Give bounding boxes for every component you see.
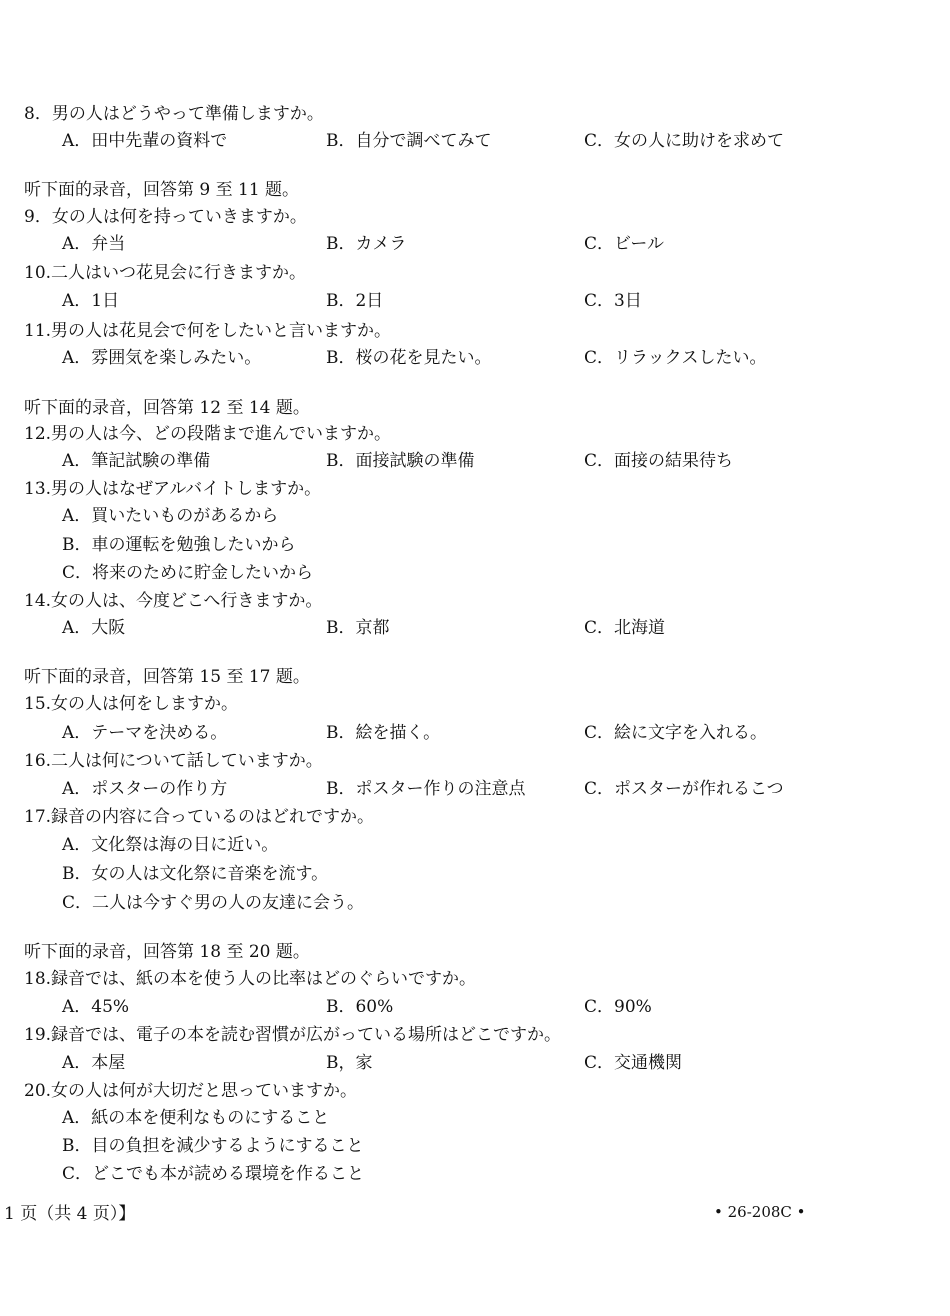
question-number: 11. [24,321,52,341]
question-10 [24,262,306,284]
q17-option-a: A．文化祭は海の日に近い。 [62,835,279,855]
q12-option-a: A．筆記試験の準備 [62,451,211,471]
q20-option-a: A．紙の本を便利なものにすること [62,1108,330,1128]
q19-option-a: A．本屋 [62,1053,126,1073]
question-number: 16. [24,751,52,771]
question-text: 女の人は何を持っていきますか。 [51,207,307,227]
question-11 [24,320,391,342]
q15-option-a: A．テーマを決める。 [62,723,228,743]
question-13 [24,478,321,500]
question-number: 10. [24,263,52,283]
q8-option-a: A．田中先輩の資料で [62,131,228,151]
question-text: 男の人はどうやって準備しますか。 [51,104,324,124]
q10-option-b: B．2日 [326,291,384,311]
q10-option-a: A．1日 [62,291,120,311]
q13-option-c: C．将来のために貯金したいから [62,563,314,583]
q20-option-c: C．どこでも本が読める環境を作ること [62,1164,365,1184]
question-text: 録音では、電子の本を読む習慣が広がっている場所はどこですか。 [51,1025,562,1045]
q17-option-b: B．女の人は文化祭に音楽を流す。 [62,864,329,884]
question-19 [24,1024,561,1046]
question-number: 17. [24,807,52,827]
q9-option-b: B．カメラ [326,234,407,254]
q11-option-c: C．リラックスしたい。 [584,348,767,368]
question-9 [24,206,307,228]
q18-option-b: B．60% [326,997,394,1017]
q12-option-b: B．面接試験の準備 [326,451,475,471]
question-14 [24,590,322,612]
q13-option-a: A．買いたいものがあるから [62,506,279,526]
question-number: 20. [24,1081,52,1101]
q15-option-c: C．絵に文字を入れる。 [584,723,768,743]
question-text: 女の人は何が大切だと思っていますか。 [51,1081,358,1101]
q9-option-c: C．ビール [584,234,664,254]
question-text: 録音の内容に合っているのはどれですか。 [51,807,375,827]
question-number: 8． [24,104,52,124]
question-text: 録音では、紙の本を使う人の比率はどのぐらいですか。 [51,969,477,989]
question-text: 女の人は、今度どこへ行きますか。 [51,591,323,611]
q16-option-c: C．ポスターが作れるこつ [584,779,784,799]
section-instruction-12-14: 听下面的录音，回答第 12 至 14 题。 [24,398,310,418]
question-17 [24,806,374,828]
q16-option-b: B．ポスター作りの注意点 [326,779,526,799]
question-text: 二人は何について話していますか。 [51,751,323,771]
section-instruction-18-20: 听下面的录音，回答第 18 至 20 题。 [24,942,310,962]
question-text: 男の人はなぜアルバイトしますか。 [51,479,322,499]
page-number: 1 页（共 4 页）】 [4,1204,136,1224]
question-text: 男の人は今、どの段階まで進んでいますか。 [51,424,392,444]
q14-option-b: B．京都 [326,618,390,638]
question-18 [24,968,476,990]
q20-option-b: B．目の負担を減少するようにすること [62,1136,364,1156]
question-number: 19. [24,1025,52,1045]
section-instruction-15-17: 听下面的录音，回答第 15 至 17 题。 [24,667,310,687]
q8-option-b: B．自分で調べてみて [326,131,492,151]
question-number: 15. [24,694,52,714]
question-number: 18. [24,969,52,989]
question-12 [24,423,391,445]
q11-option-a: A．雰囲気を楽しみたい。 [62,348,262,368]
q9-option-a: A．弁当 [62,234,126,254]
question-number: 13. [24,479,52,499]
exam-code: • 26-208C • [714,1203,806,1221]
q19-option-b: B，家 [326,1053,373,1073]
q18-option-c: C．90% [584,997,652,1017]
question-text: 男の人は花見会で何をしたいと言いますか。 [51,321,392,341]
q16-option-a: A．ポスターの作り方 [62,779,228,799]
q13-option-b: B．車の運転を勉強したいから [62,535,296,555]
q12-option-c: C．面接の結果待ち [584,451,734,471]
question-20 [24,1080,357,1102]
q15-option-b: B．絵を描く。 [326,723,441,743]
q18-option-a: A．45% [62,997,130,1017]
q11-option-b: B．桜の花を見たい。 [326,348,492,368]
question-text: 女の人は何をしますか。 [51,694,239,714]
q14-option-a: A．大阪 [62,618,126,638]
question-number: 9． [24,207,52,227]
q19-option-c: C．交通機関 [584,1053,683,1073]
question-number: 14. [24,591,52,611]
question-16 [24,750,323,772]
q14-option-c: C．北海道 [584,618,666,638]
q17-option-c: C．二人は今すぐ男の人の友達に会う。 [62,893,365,913]
question-text: 二人はいつ花見会に行きますか。 [51,263,307,283]
question-number: 12. [24,424,52,444]
q8-option-c: C．女の人に助けを求めて [584,131,785,151]
q10-option-c: C．3日 [584,291,642,311]
question-15 [24,693,238,715]
question-8 [24,103,324,125]
section-instruction-9-11: 听下面的录音，回答第 9 至 11 题。 [24,180,300,200]
